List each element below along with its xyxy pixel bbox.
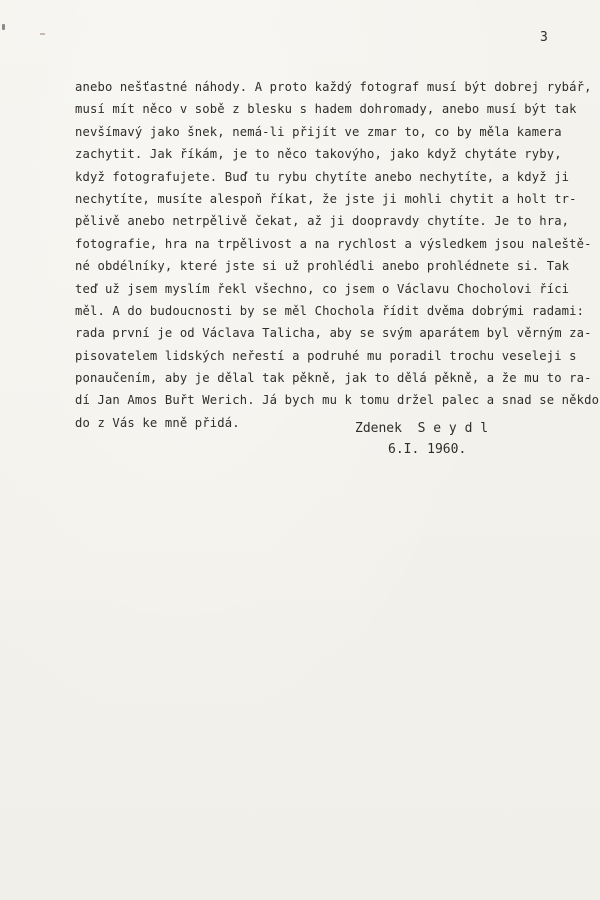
signature-block: [355, 418, 488, 460]
page-number: 3: [540, 30, 548, 45]
text-line: do z Vás ke mně přidá.: [75, 415, 240, 430]
text-line: fotografie, hra na trpělivost a na rychlost a výsledkem jsou naleště-: [75, 236, 592, 251]
text-line: dí Jan Amos Buřt Werich. Já bych mu k tomu držel palec a snad se někdo: [75, 393, 600, 408]
text-line: zachytit. Jak říkám, je to něco takovýho, jako když chytáte ryby,: [75, 147, 562, 162]
text-line: pělivě anebo netrpělivě čekat, až ji doopravdy chytíte. Je to hra,: [75, 214, 570, 229]
text-line: teď už jsem myslím řekl všechno, co jsem o Václavu Chocholovi říci: [75, 281, 570, 296]
punch-hole-mark: [2, 24, 5, 30]
text-line: rada první je od Václava Talicha, aby se svým aparátem byl věrným za-: [75, 326, 592, 341]
paper-speck: [40, 33, 45, 35]
text-line: ponaučením, aby je dělal tak pěkně, jak to dělá pěkně, a že mu to ra-: [75, 371, 592, 386]
text-line: anebo nešťastné náhody. A proto každý fotograf musí být dobrej rybář,: [75, 80, 592, 94]
text-line: né obdélníky, které jste si už prohlédli anebo prohlédnete si. Tak: [75, 259, 570, 274]
text-line: pisovatelem lidských neřestí a podruhé mu poradil trochu veseleji s: [75, 348, 577, 363]
text-line: když fotografujete. Buď tu rybu chytíte anebo nechytíte, a když ji: [75, 169, 570, 184]
text-line: měl. A do budoucnosti by se měl Chochola řídit dvěma dobrými radami:: [75, 303, 585, 318]
signature-name: Zdenek S e y d l: [355, 421, 489, 436]
text-line: nechytíte, musíte alespoň říkat, že jste ji mohli chytit a holt tr-: [75, 191, 577, 206]
signature-date: 6.I. 1960.: [388, 442, 467, 457]
text-line: musí mít něco v sobě z blesku s hadem dohromady, anebo musí být tak: [75, 102, 577, 117]
letter-body: [75, 76, 600, 434]
text-line: nevšímavý jako šnek, nemá-li přijít ve zmar to, co by měla kamera: [75, 124, 562, 139]
